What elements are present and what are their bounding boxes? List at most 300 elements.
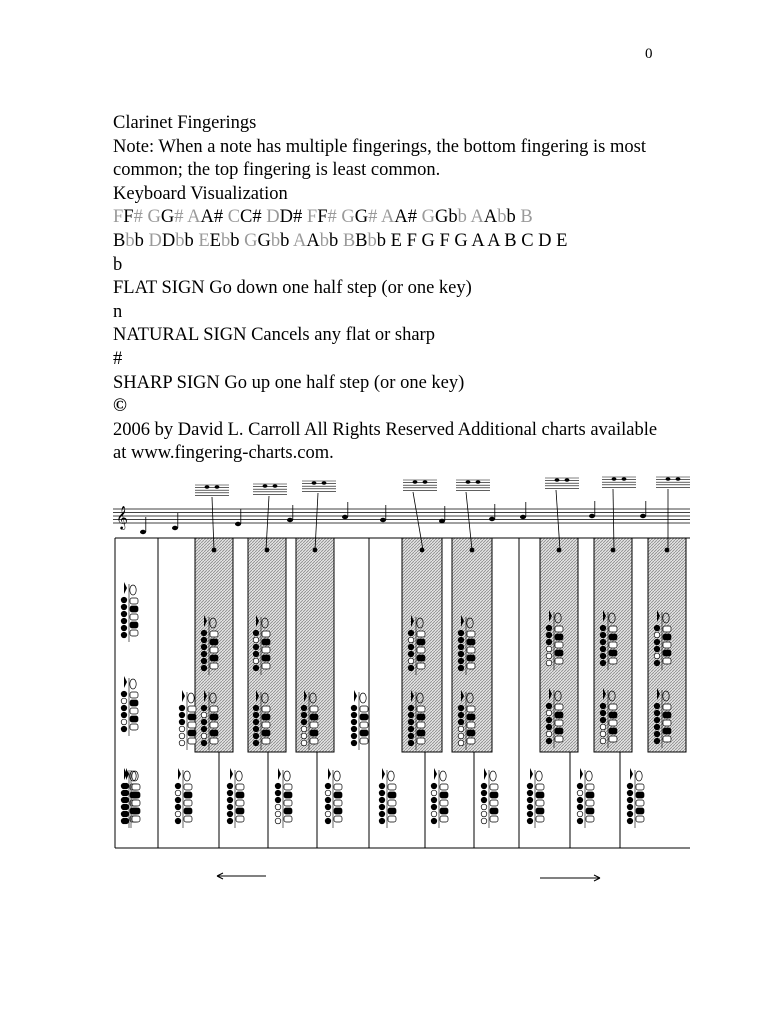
side-key [188, 693, 194, 703]
note-text: Note: When a note has multiple fingerings, the bottom fingering is most common; the top fingering is least common. [113, 136, 646, 181]
keyboard-note-glyph: E [209, 230, 221, 251]
lever-key [609, 720, 617, 726]
lever-key [360, 714, 368, 720]
tone-hole [201, 665, 207, 671]
lever-key [490, 800, 498, 806]
lever-key [440, 808, 448, 814]
main-staff-notes [140, 501, 646, 534]
tone-hole [600, 717, 606, 723]
lever-key [188, 730, 196, 736]
fingering-diagram [351, 690, 368, 750]
tone-hole [546, 710, 552, 716]
lever-key [262, 663, 270, 669]
thumb-key [434, 768, 437, 780]
lever-key [236, 800, 244, 806]
thumb-key [124, 582, 127, 594]
tone-hole [458, 733, 464, 739]
tone-hole [227, 804, 233, 810]
keyboard-note-glyph: A [470, 207, 484, 228]
tone-hole [123, 804, 129, 810]
tone-hole [481, 797, 487, 803]
tone-hole [627, 783, 633, 789]
keyboard-note-glyph: b [497, 207, 507, 228]
keyboard-note-glyph: # [293, 207, 307, 228]
lever-key [536, 816, 544, 822]
side-key [334, 771, 340, 781]
lever-key [467, 631, 475, 637]
lever-key [262, 722, 270, 728]
keyboard-note-glyph: b [134, 230, 149, 251]
tone-hole [577, 790, 583, 796]
keyboard-note-glyph: D [279, 207, 294, 228]
tone-hole [175, 783, 181, 789]
tone-hole [179, 712, 185, 718]
lever-key [663, 728, 671, 734]
tone-hole [458, 630, 464, 636]
tone-hole [458, 719, 464, 725]
tone-hole [527, 804, 533, 810]
lever-key [184, 800, 192, 806]
tone-hole [458, 665, 464, 671]
lever-key [262, 631, 270, 637]
fingering-diagram [325, 768, 342, 828]
document-title: Clarinet Fingerings [113, 113, 257, 133]
lever-key [536, 800, 544, 806]
keyboard-note-glyph: F [113, 207, 124, 228]
tone-hole [458, 705, 464, 711]
lever-key [184, 808, 192, 814]
tone-hole [408, 651, 414, 657]
lever-key [132, 792, 140, 798]
lever-key [663, 720, 671, 726]
key-dot [611, 548, 616, 553]
lever-key [555, 650, 563, 656]
lever-key [130, 614, 138, 620]
tone-hole [121, 625, 127, 631]
lever-key [210, 730, 218, 736]
lever-key [417, 706, 425, 712]
lever-key [536, 808, 544, 814]
tone-hole [654, 710, 660, 716]
keyboard-note-glyph: b [319, 230, 329, 251]
tone-hole [121, 726, 127, 732]
lever-key [586, 816, 594, 822]
tone-hole [546, 639, 552, 645]
tone-hole [275, 797, 281, 803]
tone-hole [227, 818, 233, 824]
tone-hole [325, 818, 331, 824]
tone-hole [201, 644, 207, 650]
keyboard-note-glyph: B [355, 230, 368, 251]
tone-hole [227, 811, 233, 817]
lever-key [417, 730, 425, 736]
lever-key [555, 736, 563, 742]
tone-hole [351, 719, 357, 725]
side-key [490, 771, 496, 781]
mini-note-head [273, 484, 278, 488]
side-key [360, 693, 366, 703]
tone-hole [253, 665, 259, 671]
mini-note-head [476, 480, 481, 484]
tone-hole [431, 818, 437, 824]
lever-key [130, 708, 138, 714]
keyboard-note-glyph: B [113, 230, 126, 251]
tone-hole [527, 797, 533, 803]
side-key [132, 771, 138, 781]
copyright-symbol: © [113, 396, 127, 417]
tone-hole [351, 705, 357, 711]
mini-note-head [565, 478, 570, 482]
lever-key [555, 642, 563, 648]
lever-key [334, 816, 342, 822]
keyboard-note-glyph: D [266, 207, 280, 228]
lever-key [262, 738, 270, 744]
tone-hole [654, 738, 660, 744]
note-head [342, 515, 348, 519]
fingering-diagram [379, 768, 396, 828]
tone-hole [121, 698, 127, 704]
tone-hole [600, 653, 606, 659]
tone-hole [121, 611, 127, 617]
lever-key [130, 700, 138, 706]
key-dot [420, 548, 425, 553]
lever-key [130, 598, 138, 604]
mini-note-head [423, 480, 428, 484]
lever-key [440, 784, 448, 790]
tone-hole [577, 804, 583, 810]
lever-key [609, 712, 617, 718]
lever-key [609, 626, 617, 632]
tone-hole [275, 811, 281, 817]
lever-key [132, 800, 140, 806]
tone-hole [253, 733, 259, 739]
fingering-diagram [627, 768, 644, 828]
tone-hole [325, 783, 331, 789]
keyboard-note-glyph: # [174, 207, 188, 228]
copyright-text: 2006 by David L. Carroll All Rights Reserved Additional charts available at www.fingering-charts.com. [113, 419, 658, 464]
tone-hole [253, 651, 259, 657]
tone-hole [179, 726, 185, 732]
lever-key [609, 728, 617, 734]
tone-hole [600, 738, 606, 744]
keyboard-note-glyph: A [306, 230, 320, 251]
lever-key [236, 808, 244, 814]
keyboard-note-glyph: G [257, 230, 271, 251]
lever-key [636, 800, 644, 806]
lever-key [188, 706, 196, 712]
lever-key [467, 738, 475, 744]
tone-hole [179, 733, 185, 739]
tone-hole [253, 705, 259, 711]
lever-key [360, 706, 368, 712]
lever-key [609, 658, 617, 664]
mini-note-head [263, 484, 268, 488]
lever-key [417, 663, 425, 669]
lever-key [130, 606, 138, 612]
tone-hole [253, 712, 259, 718]
lever-key [609, 650, 617, 656]
keyboard-note-glyph: C [227, 207, 241, 228]
keyboard-note-glyph: F [123, 207, 134, 228]
tone-hole [123, 811, 129, 817]
lever-key [236, 784, 244, 790]
tone-hole [600, 703, 606, 709]
mini-note-head [312, 481, 317, 485]
tone-hole [600, 660, 606, 666]
tone-hole [481, 783, 487, 789]
tone-hole [301, 719, 307, 725]
lever-key [555, 658, 563, 664]
tone-hole [201, 630, 207, 636]
lever-key [132, 784, 140, 790]
fingering-diagram [577, 768, 594, 828]
tone-hole [123, 790, 129, 796]
tone-hole [379, 818, 385, 824]
tone-hole [201, 726, 207, 732]
lever-key [132, 808, 140, 814]
lever-key [310, 730, 318, 736]
lever-key [210, 655, 218, 661]
keyboard-note-glyph: b [270, 230, 281, 251]
side-key [388, 771, 394, 781]
sharp-sign-text: SHARP SIGN Go up one half step (or one key) [113, 372, 465, 393]
lever-key [188, 714, 196, 720]
key-dot [665, 548, 670, 553]
tone-hole [325, 804, 331, 810]
natural-symbol: n [113, 301, 123, 322]
tone-hole [458, 726, 464, 732]
lever-key [388, 816, 396, 822]
lever-key [388, 808, 396, 814]
thumb-key [354, 690, 357, 702]
tone-hole [275, 790, 281, 796]
lever-key [663, 626, 671, 632]
note-head [520, 515, 526, 519]
lever-key [310, 722, 318, 728]
lever-key [490, 816, 498, 822]
thumb-key [230, 768, 233, 780]
lever-key [360, 730, 368, 736]
tone-hole [179, 740, 185, 746]
lever-key [130, 724, 138, 730]
tone-hole [600, 731, 606, 737]
tone-hole [379, 797, 385, 803]
keyboard-note-glyph: G [147, 207, 161, 228]
keyboard-note-glyph: A [380, 207, 395, 228]
lever-key [210, 639, 218, 645]
lever-key [663, 650, 671, 656]
lever-key [490, 808, 498, 814]
side-key [130, 679, 136, 689]
lever-key [555, 728, 563, 734]
keyboard-note-glyph: E [198, 230, 210, 251]
note-head [287, 518, 293, 522]
tone-hole [121, 691, 127, 697]
keyboard-note-glyph: b [220, 230, 231, 251]
tone-hole [408, 726, 414, 732]
mini-note-head [612, 477, 617, 481]
keyboard-note-glyph: E F G F G A A B C D E [390, 230, 568, 251]
tone-hole [654, 639, 660, 645]
tone-hole [201, 637, 207, 643]
lever-key [360, 738, 368, 744]
tone-hole [325, 797, 331, 803]
tone-hole [325, 811, 331, 817]
fingering-diagram [227, 768, 244, 828]
lever-key [555, 712, 563, 718]
side-key [536, 771, 542, 781]
tone-hole [201, 719, 207, 725]
side-key [440, 771, 446, 781]
lever-key [284, 784, 292, 790]
tone-hole [577, 811, 583, 817]
lever-key [636, 784, 644, 790]
tone-hole [227, 797, 233, 803]
tone-hole [546, 646, 552, 652]
thumb-key [126, 768, 129, 780]
tone-hole [253, 726, 259, 732]
keyboard-note-glyph: G [244, 230, 258, 251]
tone-hole [481, 804, 487, 810]
tone-hole [351, 726, 357, 732]
note-head [589, 514, 595, 518]
fingering-diagram [179, 690, 196, 750]
tone-hole [600, 724, 606, 730]
left-arrow-icon [217, 873, 266, 879]
lever-key [284, 816, 292, 822]
tone-hole [379, 790, 385, 796]
tone-hole [654, 724, 660, 730]
lever-key [555, 720, 563, 726]
tone-hole [253, 637, 259, 643]
keyboard-note-glyph: # [327, 207, 342, 228]
keyboard-note-glyph: A [200, 207, 214, 228]
lever-key [210, 738, 218, 744]
tone-hole [408, 644, 414, 650]
tone-hole [175, 811, 181, 817]
mini-note-head [322, 481, 327, 485]
tone-hole [301, 740, 307, 746]
tone-hole [577, 797, 583, 803]
tone-hole [627, 818, 633, 824]
tone-hole [253, 644, 259, 650]
side-key [636, 771, 642, 781]
key-dot [557, 548, 562, 553]
tone-hole [481, 818, 487, 824]
lever-key [609, 634, 617, 640]
page-number: 0 [645, 46, 653, 62]
lever-key [586, 800, 594, 806]
lever-key [586, 784, 594, 790]
side-key [586, 771, 592, 781]
tone-hole [600, 625, 606, 631]
tone-hole [481, 790, 487, 796]
tone-hole [253, 719, 259, 725]
tone-hole [253, 740, 259, 746]
keyboard-note-glyph: C [240, 207, 253, 228]
tone-hole [201, 658, 207, 664]
tone-hole [121, 712, 127, 718]
lever-key [636, 792, 644, 798]
tone-hole [654, 653, 660, 659]
tone-hole [577, 818, 583, 824]
tone-hole [431, 811, 437, 817]
lever-key [536, 792, 544, 798]
keyboard-note-glyph: G [421, 207, 435, 228]
tone-hole [121, 632, 127, 638]
treble-clef-icon: 𝄞 [116, 507, 128, 529]
lever-key [284, 808, 292, 814]
tone-hole [408, 719, 414, 725]
mini-note-head [413, 480, 418, 484]
keyboard-note-glyph: b [230, 230, 245, 251]
lever-key [417, 738, 425, 744]
tone-hole [546, 703, 552, 709]
tone-hole [408, 740, 414, 746]
tone-hole [175, 818, 181, 824]
tone-hole [654, 632, 660, 638]
lever-key [440, 792, 448, 798]
lever-key [236, 816, 244, 822]
tone-hole [458, 658, 464, 664]
tone-hole [175, 804, 181, 810]
tone-hole [600, 710, 606, 716]
mini-note-head [622, 477, 627, 481]
tone-hole [546, 625, 552, 631]
side-key [184, 771, 190, 781]
keyboard-note-glyph: # [133, 207, 148, 228]
tone-hole [408, 665, 414, 671]
lever-key [555, 626, 563, 632]
lever-key [388, 800, 396, 806]
tone-hole [227, 790, 233, 796]
tone-hole [123, 797, 129, 803]
thumb-key [182, 690, 185, 702]
tone-hole [654, 625, 660, 631]
lever-key [609, 704, 617, 710]
note-head [439, 519, 445, 523]
lever-key [467, 647, 475, 653]
tone-hole [408, 658, 414, 664]
tone-hole [379, 783, 385, 789]
lever-key [188, 722, 196, 728]
tone-hole [654, 731, 660, 737]
note-head [380, 518, 386, 522]
fingering-diagram [431, 768, 448, 828]
tone-hole [301, 733, 307, 739]
lever-key [467, 722, 475, 728]
tone-hole [458, 740, 464, 746]
thumb-key [278, 768, 281, 780]
tone-hole [627, 811, 633, 817]
lever-key [663, 634, 671, 640]
lever-key [310, 738, 318, 744]
keyboard-note-glyph: A [483, 207, 498, 228]
lever-key [210, 663, 218, 669]
tone-hole [458, 637, 464, 643]
keyboard-note-glyph: b [448, 207, 458, 228]
tone-hole [546, 632, 552, 638]
tone-hole [546, 731, 552, 737]
mini-note-head [555, 478, 560, 482]
tone-hole [121, 597, 127, 603]
side-key [236, 771, 242, 781]
tone-hole [546, 660, 552, 666]
fingering-diagram [275, 768, 292, 828]
tone-hole [175, 790, 181, 796]
thumb-key [530, 768, 533, 780]
thumb-key [580, 768, 583, 780]
